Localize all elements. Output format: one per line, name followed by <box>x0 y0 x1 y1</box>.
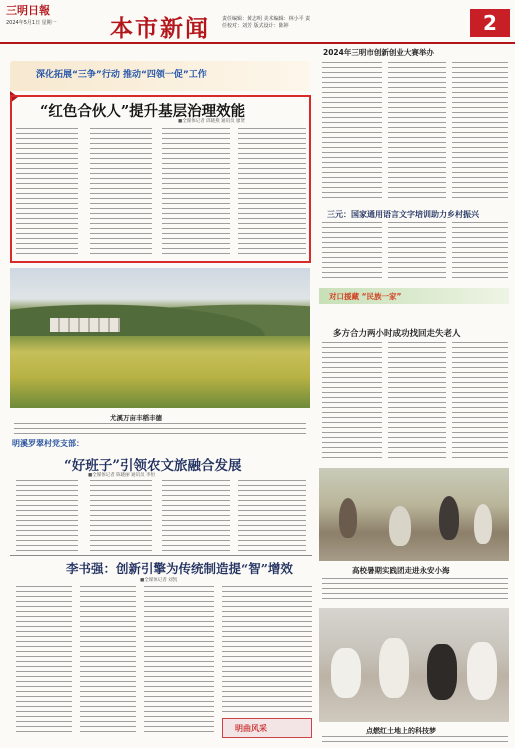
village-houses <box>50 318 120 332</box>
right-banner <box>319 288 509 304</box>
right-story-1-col-2 <box>388 62 446 202</box>
second-text-col-3 <box>162 480 230 552</box>
right-story-4-text <box>322 578 508 602</box>
right-story-1-col-1 <box>322 62 382 202</box>
right-story-5-title: 点燃红土地上的科技梦 <box>366 727 436 735</box>
right-story-1-title: 2024年三明市创新创业大赛举办 <box>323 48 434 57</box>
caption-text <box>14 423 306 435</box>
bottom-text-col-3 <box>144 586 214 736</box>
divider <box>10 555 312 556</box>
banner-text: 深化拓展“三争”行动 推动“四领一促”工作 <box>36 70 207 80</box>
footer-tag-label: 明曲风采 <box>235 724 267 733</box>
lead-text-col-1 <box>16 128 78 256</box>
date-line: 2024年5月1日 星期一 <box>6 20 57 26</box>
bottom-headline: 李书强：创新引擎为传统制造提“智”增效 <box>66 561 293 576</box>
person-shape <box>439 496 459 540</box>
right-story-3-col-3 <box>452 342 508 462</box>
paper-logo: 三明日報 <box>6 4 50 17</box>
lead-text-col-3 <box>162 128 230 256</box>
lead-byline: ■全媒体记者 邱晓燕 通讯员 廖贤 <box>178 119 246 124</box>
footer-tag <box>222 718 312 738</box>
second-headline: “好班子”引领农文旅融合发展 <box>64 458 242 474</box>
right-banner-text: 对口援藏 “民族一家” <box>329 292 402 301</box>
right-story-2-title: 三元：国家通用语言文字培训助力乡村振兴 <box>327 210 479 219</box>
page-header <box>0 0 515 44</box>
lead-text-col-2 <box>90 128 152 256</box>
bottom-text-col-4 <box>222 586 312 714</box>
second-kicker: 明溪罗翠村党支部： <box>12 439 84 448</box>
editors-line: 责任编辑：黄志明 美术编辑：林小平 责任校对：刘芳 版式设计：陈婷 <box>222 16 311 29</box>
lead-text-col-4 <box>238 128 306 256</box>
student-shape <box>467 642 497 700</box>
page-number: 2 <box>470 9 510 37</box>
person-shape <box>474 504 492 544</box>
right-story-2-col-1 <box>322 222 382 282</box>
right-story-1-col-3 <box>452 62 508 202</box>
lead-headline: “红色合伙人”提升基层治理效能 <box>40 103 246 120</box>
students-photo <box>319 468 509 561</box>
page-title: 本市新闻 <box>110 15 210 42</box>
classroom-photo <box>319 608 509 722</box>
second-byline: ■全媒体记者 陈晓丽 通讯员 李恒 <box>88 473 156 478</box>
person-shape <box>389 506 411 546</box>
student-shape <box>427 644 457 700</box>
right-story-3-title: 多方合力两小时成功找回走失老人 <box>333 329 461 339</box>
bottom-text-col-1 <box>16 586 72 736</box>
student-shape <box>379 638 409 698</box>
second-text-col-4 <box>238 480 306 552</box>
right-story-4-title: 高校暑期实践团走进永安小海 <box>352 566 450 575</box>
student-shape <box>331 648 361 698</box>
second-text-col-1 <box>16 480 78 552</box>
bottom-byline: ■全媒体记者 刘凯 <box>140 578 178 583</box>
second-text-col-2 <box>90 480 152 552</box>
person-shape <box>339 498 357 538</box>
right-story-2-col-2 <box>388 222 446 282</box>
rice-field-photo <box>10 268 310 408</box>
photo-caption: 尤溪万亩丰稻丰德 <box>110 414 162 422</box>
right-story-2-col-3 <box>452 222 508 282</box>
column-banner <box>10 61 310 91</box>
right-story-3-col-1 <box>322 342 382 462</box>
right-story-3-col-2 <box>388 342 446 462</box>
bottom-text-col-2 <box>80 586 136 736</box>
right-story-5-text <box>322 736 508 746</box>
